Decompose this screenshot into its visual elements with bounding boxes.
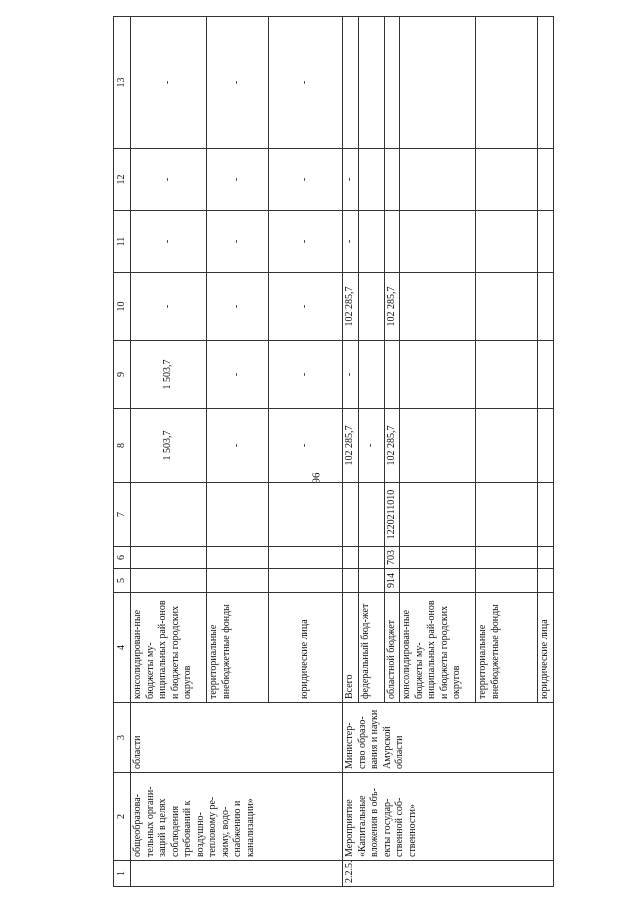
value-cell: - [207,17,269,149]
value-cell [384,211,400,273]
value-cell [400,149,476,211]
grbs-cell [131,569,207,593]
col-header-6: 6 [114,547,131,569]
value-cell: - [343,341,359,409]
value-cell: - [131,149,207,211]
value-cell: - [131,273,207,341]
grbs-cell [400,569,476,593]
value-cell: - [131,17,207,149]
value-cell [538,17,554,149]
value-cell: 1 503,7 [131,341,207,409]
section-cell [358,547,384,569]
col-header-5: 5 [114,569,131,593]
col-header-7: 7 [114,483,131,547]
value-cell [384,149,400,211]
value-cell [538,211,554,273]
grbs-cell [476,569,538,593]
grbs-cell [269,569,343,593]
value-cell [538,341,554,409]
block1-event-name: общеобразова-тельных органи-заций в целях соблюдения требований к воздушно-тепловому ре-жиму, водо-снабжению и канализации» [131,773,343,861]
value-cell [400,273,476,341]
value-cell: - [343,149,359,211]
section-cell [269,547,343,569]
col-header-13: 13 [114,17,131,149]
source-label: территориальные внебюджетные фонды [207,593,269,703]
value-cell [476,149,538,211]
value-cell: - [207,273,269,341]
value-cell [400,409,476,483]
value-cell: - [131,211,207,273]
col-header-8: 8 [114,409,131,483]
value-cell: 102 285,7 [343,409,359,483]
block1-col1 [131,861,343,887]
csr-cell [358,483,384,547]
source-label: юридические лица [538,593,554,703]
value-cell [538,149,554,211]
event-number: 2.2.5. [343,861,554,887]
section-cell [207,547,269,569]
header-row [114,17,131,887]
value-cell: - [207,341,269,409]
section-cell: 703 [384,547,400,569]
value-cell [384,17,400,149]
page-number: 96 [310,472,323,484]
value-cell: - [269,409,343,483]
section-cell [400,547,476,569]
grbs-cell [538,569,554,593]
value-cell: 102 285,7 [343,273,359,341]
grbs-cell [358,569,384,593]
source-label: консолидирован-ные бюджеты му-ниципальных рай-онов и бюджеты городских округов [131,593,207,703]
rotated-table-sheet [113,17,558,887]
block1-executor: области [131,703,343,773]
source-label: областной бюджет [384,593,400,703]
section-cell [476,547,538,569]
value-cell: - [269,211,343,273]
value-cell: - [269,341,343,409]
event-name: Мероприятие «Капитальные вложения в объ-екты государ-ственной соб-ственности» [343,773,554,861]
value-cell [358,273,384,341]
value-cell [538,409,554,483]
value-cell [343,17,359,149]
value-cell: - [269,273,343,341]
col-header-3: 3 [114,703,131,773]
csr-cell: 1220211010 [384,483,400,547]
value-cell [476,341,538,409]
value-cell [476,211,538,273]
value-cell [358,341,384,409]
section-cell [343,547,359,569]
value-cell: 102 285,7 [384,409,400,483]
value-cell: 1 503,7 [131,409,207,483]
value-cell [476,273,538,341]
program-table [113,16,554,887]
grbs-cell [207,569,269,593]
source-label: консолидирован-ные бюджеты му-ниципальных рай-онов и бюджеты городских округов [400,593,476,703]
value-cell [538,273,554,341]
value-cell: - [207,149,269,211]
value-cell [358,211,384,273]
col-header-10: 10 [114,273,131,341]
col-header-12: 12 [114,149,131,211]
value-cell: - [269,17,343,149]
csr-cell [538,483,554,547]
value-cell [358,149,384,211]
col-header-2: 2 [114,773,131,861]
table-row [343,17,359,887]
value-cell [400,341,476,409]
col-header-11: 11 [114,211,131,273]
table-row [131,17,207,887]
csr-cell [476,483,538,547]
value-cell: 102 285,7 [384,273,400,341]
csr-cell [131,483,207,547]
source-label: территориальные внебюджетные фонды [476,593,538,703]
source-label: Всего [343,593,359,703]
csr-cell [269,483,343,547]
value-cell: - [269,149,343,211]
grbs-cell [343,569,359,593]
csr-cell [207,483,269,547]
value-cell: - [343,211,359,273]
csr-cell [400,483,476,547]
section-cell [538,547,554,569]
value-cell [476,409,538,483]
col-header-4: 4 [114,593,131,703]
value-cell [358,17,384,149]
value-cell: - [358,409,384,483]
col-header-9: 9 [114,341,131,409]
source-label: федеральный бюд-жет [358,593,384,703]
col-header-1: 1 [114,861,131,887]
value-cell [476,17,538,149]
value-cell: - [207,409,269,483]
value-cell [400,17,476,149]
source-label: юридические лица [269,593,343,703]
value-cell [384,341,400,409]
value-cell: - [207,211,269,273]
value-cell [400,211,476,273]
grbs-cell: 914 [384,569,400,593]
section-cell [131,547,207,569]
csr-cell [343,483,359,547]
executor: Министер-ство образо-вания и науки Амурской области [343,703,554,773]
